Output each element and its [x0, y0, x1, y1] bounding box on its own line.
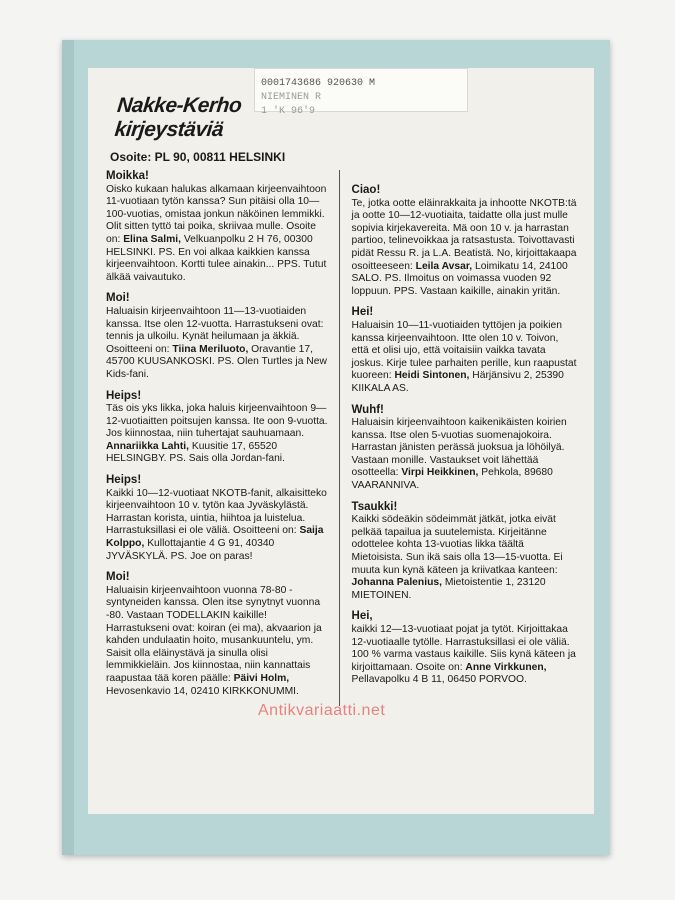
right-column: [352, 170, 578, 706]
pen-pal-entry: [352, 404, 578, 493]
entry-text: Haluaisin kirjeenvaihtoon vuonna 78-80 -syntyneiden kanssa. Olen itse synytnyt vuonna -80. Vastaan TODELLAKIN kaikille! Harrastukseni ovat: koiran (ei ma), akvaarion ja kahden undulaatin hoito, musankuuntelu, ym. Saisit olla eläinystävä ja sinulla olisi lemmikkieläin. Jos kiinnostaa, niin kannattais raapustaa tää koren päälle: Päivi Holm, Hevosenkavio 14, 02410 KIRKKONUMMI.: [106, 584, 322, 697]
entry-text: Kaikki 10—12-vuotiaat NKOTB-fanit, alkaisitteko kirjeenvaihtoon 10 v. tytön kaa Jyväskylästä. Harrastan korista, uintia, hiihtoa ja luistelua. Harrastuksillasi ei ole väliä. Osoitteeni on: Saija Kolppo, Kullottajantie 4 G 91, 40340 JYVÄSKYLÄ. PS. Joe on paras!: [106, 487, 327, 562]
entry-heading: Moi!: [106, 571, 130, 584]
entry-heading: Heips!: [106, 389, 142, 402]
entry-name: Heidi Sintonen,: [394, 370, 470, 382]
entry-name: Saija Kolppo,: [106, 525, 324, 550]
entry-text: Te, jotka ootte eläinrakkaita ja inhootte NKOTB:tä ja ootte 10—12-vuotiaita, taidatte olla just mulle sopivia kirjekavereita. Mä oon 10 v. ja harrastan partioo, telinevoikkaa ja ratsastusta. Toivottavasti pidät Ressu R. ja L.A. Beatistä. No, kirjoittakaapa osoitteeseen: Leila Avsar, Loimikatu 14, 24100 SALO. PS. Ilmoitus on voimassa vuoden 92 loppuun. PPS. Vastaan kaikille, ainakin yritän.: [351, 197, 577, 297]
pen-pal-entry: [106, 390, 331, 467]
pen-pal-entry: [352, 610, 578, 687]
left-column: [106, 170, 340, 706]
entry-text: Oisko kukaan halukas alkamaan kirjeenvaihtoon 11-vuotiaan tytön kanssa? Sun pitäisi olla 10—100-vuotias, omistaa jonkun näköinen lemmikki. Olit sitten tyttö tai poika, skriivaa mulle. Osoite on: Elina Salmi, Velkuanpolku 2 H 76, 00300 HELSINKI. PS. En voi alkaa kaikkien kanssa kirjeenvaihtoon. Kortti tulee ainakin... PPS. Tutut älkää vaivautuko.: [106, 183, 327, 283]
entry-text: Täs ois yks likka, joka haluis kirjeenvaihtoon 9—12-vuotiaitten poitsujen kanssa. Ite oon 9-vuotta. Jos kiinnostaa, niin tuhertajat sauhuamaan. Annariikka Lahti, Kuusitie 17, 65520 HELSINGBY. PS. Sais olla Jordan-fani.: [106, 403, 328, 465]
entry-name: Tiina Meriluoto,: [172, 343, 249, 355]
title-line-1: Nakke-Kerho: [116, 94, 243, 117]
entry-heading: Moikka!: [106, 170, 149, 182]
magazine-spine: [62, 40, 74, 855]
pen-pal-entry: [352, 184, 578, 298]
entry-text: Haluaisin 10—11-vuotiaiden tyttöjen ja poikien kanssa kirjeenvaihtoon. Itte olen 10 v. Toivon, että et olisi ujo, että voitaisiin vaikka tavata joskus. Kirje tulee parhaiten perille, kun raapustat kuoreen: Heidi Sintonen, Härjänsivu 2, 25390 KIIKALA AS.: [351, 319, 577, 394]
library-label-name: NIEMINEN R: [261, 92, 322, 103]
library-label-date: 1 'K 96'9: [261, 106, 316, 117]
entry-text: kaikki 12—13-vuotiaat pojat ja tytöt. Kirjoittakaa 12-vuotiaalle tytölle. Harrastuksillasi ei ole väliä. 100 % varma vastaus kaikille. Siis kynä käteen ja kirjoittamaan. Osoite on: Anne Virkkunen, Pellavapolku 4 B 11, 06450 PORVOO.: [351, 624, 576, 686]
entry-heading: Heips!: [106, 474, 142, 487]
pen-pal-entry: [352, 501, 578, 603]
entry-name: Leila Avsar,: [415, 260, 473, 272]
library-label-code: 0001743686 920630 M: [261, 78, 376, 89]
watermark: Antikvariaatti.net: [258, 702, 386, 719]
entry-name: Virpi Heikkinen,: [401, 467, 479, 479]
pen-pal-entry: [106, 474, 331, 563]
entry-heading: Hei!: [351, 306, 374, 319]
address-line: Osoite: PL 90, 00811 HELSINKI: [110, 150, 286, 164]
entry-name: Elina Salmi,: [123, 233, 181, 245]
entry-text: Haluaisin kirjeenvaihtoon kaikenikäisten koirien kanssa. Itse olen 5-vuotias suomenajokoira. Harrastan jänisten perässä juoksua ja löhöilyä. Vastaan monille. Vastaukset voit lähettää osotteella: Virpi Heikkinen, Pehkola, 89680 VAARANNIVA.: [351, 417, 567, 492]
pen-pal-entry: [352, 306, 578, 395]
entry-heading: Ciao!: [351, 184, 381, 196]
columns: [106, 170, 578, 706]
entry-heading: Moi!: [106, 292, 130, 305]
entry-name: Anne Virkkunen,: [465, 661, 547, 673]
library-label: [254, 68, 468, 117]
entry-text: Kaikki södeäkin södeimmät jätkät, jotka eivät pelkää tapailua ja suutelemista. Kirjeitänne odottelee kohta 13-vuotias likka täältä Mietoisista. Sun ikä sais olla 13—15-vuotta. Ei muuta kun kynä käteen ja kriivatkaa kanteen: Johanna Palenius, Mietoistentie 1, 23120 MIETOINEN.: [351, 514, 563, 601]
title-line-2: kirjeystäviä: [113, 118, 225, 141]
entry-heading: Hei,: [351, 610, 373, 623]
pen-pal-entry: [106, 571, 331, 698]
entry-heading: Tsaukki!: [351, 500, 398, 513]
entry-text: Haluaisin kirjeenvaihtoon 11—13-vuotiaiden kanssa. Itse olen 12-vuotta. Harrastukseni ovat: tennis ja ulkoilu. Kynät heilumaan ja äkkiä. Osoitteeni on: Tiina Meriluoto, Oravantie 17, 45700 KUUSANKOSKI. PS. Olen Turtles ja New Kids-fani.: [106, 305, 327, 380]
entry-name: Johanna Palenius,: [351, 577, 442, 589]
pen-pal-entry: [106, 292, 331, 381]
pen-pal-entry: [106, 170, 331, 284]
entry-name: Päivi Holm,: [233, 672, 290, 684]
entry-heading: Wuhf!: [351, 403, 384, 416]
entry-name: Annariikka Lahti,: [106, 440, 189, 452]
